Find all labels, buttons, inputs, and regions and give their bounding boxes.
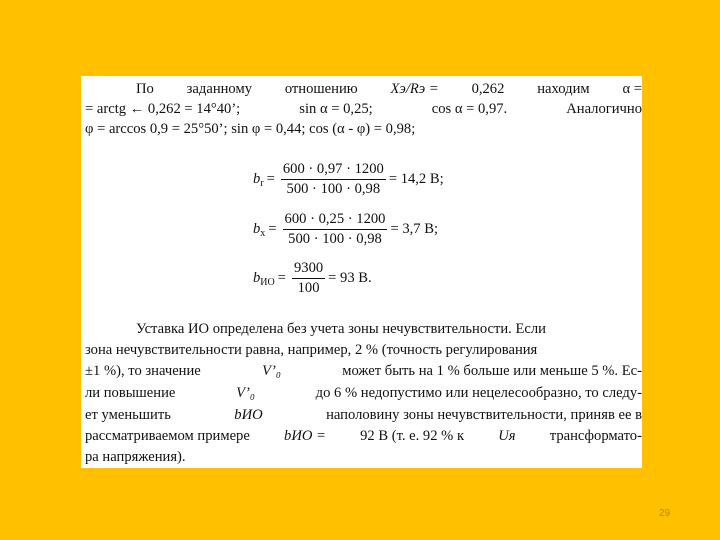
formula-symbol: $b_{ИО}$ <box>253 270 275 288</box>
text-fragment: находим <box>537 81 590 97</box>
para1-line3: φ = arccos 0,9 = 25°50’; sin φ = 0,44; cos (α - φ) = 0,98; <box>85 121 416 137</box>
text-fragment: наполовину зоны нечувствительности, приняв ее в <box>326 407 642 423</box>
text-fragment: = arctg ← 0,262 = 14°40’; <box>85 101 241 117</box>
math-fragment: Uя <box>498 428 516 444</box>
formula-symbol: $b_r$ <box>253 171 264 189</box>
text-fragment: ±1 %), то значение <box>85 363 201 379</box>
text-fragment: α = <box>622 81 642 97</box>
document-page <box>81 76 642 468</box>
math-fragment: Xэ/Rэ = <box>390 81 439 97</box>
numerator: 600 · 0,25 · 1200 <box>283 211 388 230</box>
text-fragment: sin α = 0,25; <box>299 101 373 117</box>
denominator: 500 · 100 · 0,98 <box>288 231 382 247</box>
formula-br: $b_r$ = $\frac{600 \cdot 0,97 \cdot 1200}{500 \cdot 100 \cdot 0,98}$ = 14,2 В; <box>253 161 444 197</box>
para2-line2: зона нечувствительности равна, например, 2 % (точность регулирования <box>85 342 538 358</box>
formula-result: = 3,7 В; <box>390 221 439 237</box>
math-fragment: bИО = <box>284 428 326 444</box>
formula-bio: $b_{ИО}$ = $\frac{9300}{100}$ = 93 В. <box>253 260 372 296</box>
text-fragment: ли повышение <box>85 385 176 401</box>
para1-line1 <box>81 80 642 98</box>
math-fragment: V’₀ <box>236 385 255 401</box>
text-fragment: до 6 % недопустимо или нецелесообразно, то следу- <box>315 385 642 401</box>
denominator: 100 <box>297 280 320 296</box>
numerator: 600 · 0,97 · 1200 <box>281 161 386 180</box>
para2-line7: ра напряжения). <box>85 449 186 465</box>
formula-bx: $b_x$ = $\frac{600 \cdot 0,25 \cdot 1200}{500 \cdot 100 \cdot 0,98}$ = 3,7 В; <box>253 211 439 247</box>
fraction <box>281 161 386 198</box>
text-fragment: может быть на 1 % больше или меньше 5 %. Ес- <box>342 363 642 379</box>
page-number: 29 <box>659 508 671 519</box>
text-fragment: Аналогично <box>566 101 642 117</box>
text-fragment: ет уменьшить <box>85 407 171 423</box>
para2-line5 <box>81 406 642 424</box>
text-fragment: заданному <box>186 81 252 97</box>
text-fragment: По <box>136 81 154 97</box>
para2-line6 <box>81 427 642 445</box>
math-fragment: bИО <box>234 407 263 423</box>
text-fragment: трансформато- <box>549 428 642 444</box>
fraction <box>292 260 325 297</box>
para2-line1: Уставка ИО определена без учета зоны нечувствительности. Если <box>136 321 546 337</box>
numerator: 9300 <box>292 260 325 279</box>
text-fragment: отношению <box>284 81 358 97</box>
text-fragment: рассматриваемом примере <box>85 428 250 444</box>
formula-result: = 93 В. <box>328 270 372 286</box>
para2-line3 <box>81 362 642 380</box>
text-fragment: cos α = 0,97. <box>431 101 508 117</box>
fraction <box>283 211 388 248</box>
para1-line2 <box>81 100 642 118</box>
formula-result: = 14,2 В; <box>388 171 444 187</box>
denominator: 500 · 100 · 0,98 <box>286 181 381 197</box>
para2-line4 <box>81 384 642 402</box>
text-fragment: 0,262 <box>471 81 505 97</box>
math-fragment: V’₀ <box>262 363 281 379</box>
formula-symbol: $b_x$ <box>253 221 266 239</box>
text-fragment: 92 В (т. е. 92 % к <box>360 428 465 444</box>
